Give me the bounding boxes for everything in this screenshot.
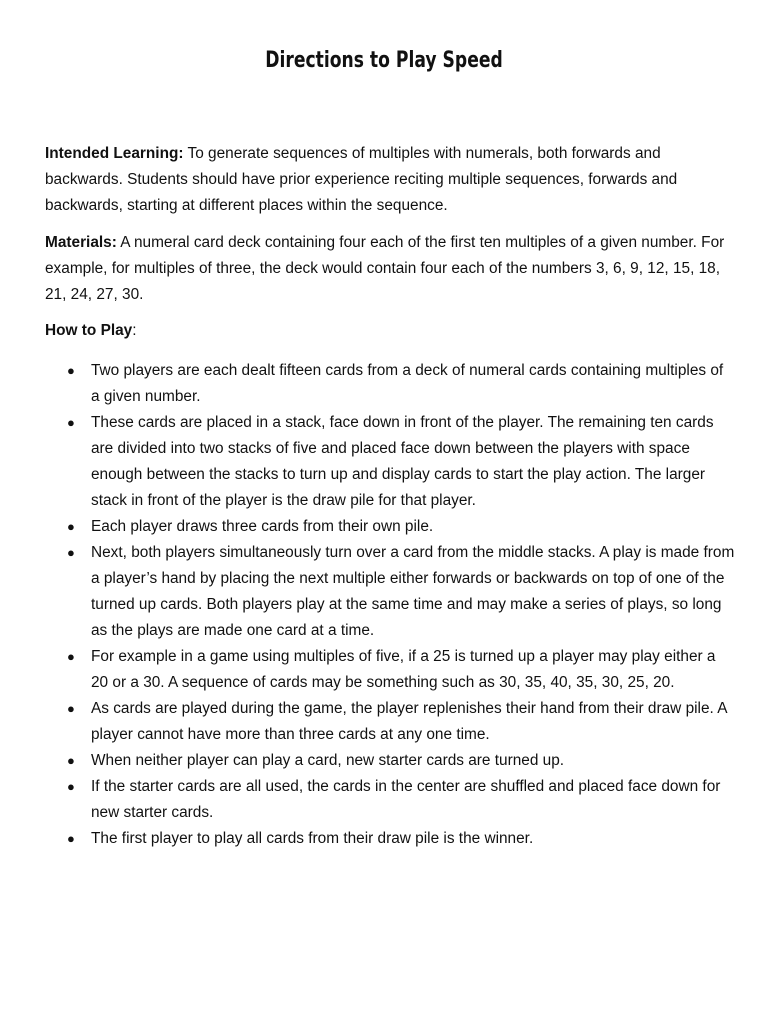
list-item bbox=[45, 540, 735, 644]
step-text: Next, both players simultaneously turn over a card from the middle stacks. A play is made from a player’s hand by placing the next multiple either forwards or backwards on top of one of the turned up cards. Both players play at the same time and may make a series of plays, so long as the plays are made one card at a time. bbox=[91, 544, 735, 639]
intended-learning-label: Intended Learning: bbox=[45, 145, 184, 162]
bullet-icon: ● bbox=[67, 701, 75, 716]
list-item bbox=[45, 644, 735, 696]
bullet-icon: ● bbox=[67, 415, 75, 430]
bullet-icon: ● bbox=[67, 519, 75, 534]
how-to-play-colon: : bbox=[132, 322, 137, 339]
materials-paragraph bbox=[45, 230, 725, 308]
list-item bbox=[45, 826, 735, 852]
step-text: As cards are played during the game, the player replenishes their hand from their draw pile. A player cannot have more than three cards at any one time. bbox=[91, 700, 727, 743]
page-title: Directions to Play Speed bbox=[265, 48, 503, 73]
bullet-icon: ● bbox=[67, 831, 75, 846]
materials-label: Materials: bbox=[45, 234, 117, 251]
list-item bbox=[45, 358, 735, 410]
list-item bbox=[45, 514, 735, 540]
bullet-icon: ● bbox=[67, 779, 75, 794]
list-item bbox=[45, 410, 735, 514]
how-to-play-label: How to Play bbox=[45, 322, 133, 339]
step-text: For example in a game using multiples of five, if a 25 is turned up a player may play either a 20 or a 30. A sequence of cards may be something such as 30, 35, 40, 35, 30, 25, 20. bbox=[91, 648, 716, 691]
list-item bbox=[45, 696, 735, 748]
bullet-icon: ● bbox=[67, 363, 75, 378]
step-text: These cards are placed in a stack, face down in front of the player. The remaining ten cards are divided into two stacks of five and placed face down between the players with space enough between the stacks to turn up and display cards to start the play action. The larger stack in front of the player is the draw pile for that player. bbox=[91, 414, 714, 509]
step-text: Two players are each dealt fifteen cards from a deck of numeral cards containing multiples of a given number. bbox=[91, 362, 724, 405]
step-text: The first player to play all cards from their draw pile is the winner. bbox=[91, 830, 534, 847]
materials-text: A numeral card deck containing four each of the first ten multiples of a given number. For example, for multiples of three, the deck would contain four each of the numbers 3, 6, 9, 12, 15, 18, 21, 24, 27, 30. bbox=[45, 234, 725, 303]
intended-learning-paragraph bbox=[45, 141, 725, 219]
bullet-icon: ● bbox=[67, 753, 75, 768]
steps-list bbox=[45, 358, 735, 852]
step-text: Each player draws three cards from their own pile. bbox=[91, 518, 434, 535]
intended-learning-text: To generate sequences of multiples with numerals, both forwards and backwards. Students should have prior experience reciting multiple sequences, forwards and backwards, starting at different places within the sequence. bbox=[45, 145, 678, 214]
step-text: If the starter cards are all used, the cards in the center are shuffled and placed face down for new starter cards. bbox=[91, 778, 721, 821]
step-text: When neither player can play a card, new starter cards are turned up. bbox=[91, 752, 565, 769]
list-item bbox=[45, 774, 735, 826]
bullet-icon: ● bbox=[67, 649, 75, 664]
bullet-icon: ● bbox=[67, 545, 75, 560]
list-item bbox=[45, 748, 735, 774]
how-to-play-heading bbox=[45, 318, 725, 344]
